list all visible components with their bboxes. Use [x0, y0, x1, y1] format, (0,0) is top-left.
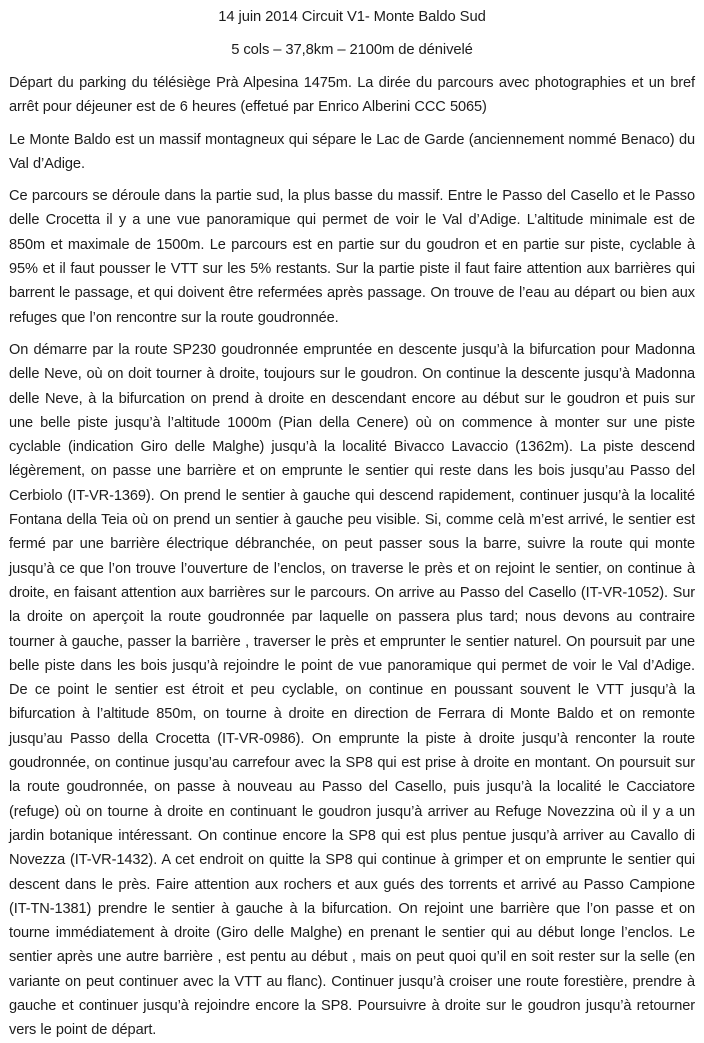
paragraph-depart: Départ du parking du télésiège Prà Alpesina 1475m. La dirée du parcours avec photographies et un bref arrêt pour déjeuner est de 6 heures (effetué par Enrico Alberini CCC 5065)	[9, 75, 695, 116]
document-title: 14 juin 2014 Circuit V1- Monte Baldo Sud	[218, 9, 486, 25]
paragraph-itineraire: On démarre par la route SP230 goudronnée empruntée en descente jusqu’à la bifurcation pour Madonna delle Neve, où on doit tourner à droite, toujours sur le goudron. On continue la descente jusqu’à Madonna delle Neve, à la bifurcation on prend à droite en descendant encore au début sur le goudron et puis sur une belle piste jusqu’à l’altitude 1000m (Pian della Cenere) où on commence à monter sur une piste cyclable (indication Giro delle Malghe) jusqu’à la localité Bivacco Lavaccio (1362m). La piste descend légèrement, on passe une barrière et on emprunte le sentier qui reste dans les bois jusqu’au Passo del Cerbiolo (IT-VR-1369). On prend le sentier à gauche qui descend rapidement, continuer jusqu’à la localité Fontana della Teia où on prend un sentier à gauche peu visible. Si, comme celà m’est arrivé, le sentier est fermé par une barrière électrique débranchée, on peut passer sous la barre, suivre la route qui monte jusqu’à ce que l’on trouve l’ouverture de l’enclos, on traverse le près et on rejoint le sentier, on continue à droite, en faisant attention aux barrières sur le parcours. On arrive au Passo del Casello (IT-VR-1052). Sur la droite on aperçoit la route goudronnée par laquelle on passera plus tard; nous devons au contraire tourner à gauche, passer la barrière , traverser le près et emprunter le sentier naturel. On poursuit par une belle piste dans les bois jusqu’à rejoindre le point de vue panoramique qui permet de voir le Val d’Adige. De ce point le sentier est étroit et peu cyclable, on continue en poussant souvent le VTT jusqu’à la bifurcation à l’altitude 850m, on tourne à droite en direction de Ferrara di Monte Baldo et on remonte jusqu’au Passo della Crocetta (IT-VR-0986). On emprunte la piste à droite jusqu’à renconter la route goudronnée, on continue jusqu’au carrefour avec la SP8 qui est prise à droite en montant. On poursuit sur la route goudronnée, on passe à nouveau au Passo del Casello, puis jusqu’à la localité le Cacciatore (refuge) où on tourne à droite en continuant le goudron jusqu’à arriver au Refuge Novezzina où il y a un jardin botanique intéressant. On continue encore la SP8 qui est plus pentue jusqu’à arriver au Cavallo di Novezza (IT-VR-1432). A cet endroit on quitte la SP8 qui continue à grimper et on emprunte le sentier qui descent dans le près. Faire attention aux rochers et aux gués des torrents et arrivé au Passo Campione (IT-TN-1381) prendre le sentier à gauche à la bifurcation. On rejoint une barrière que l’on passe et on tourne immédiatement à droite (Giro delle Malghe) en prenant le sentier qui au début longe l’enclos. Le sentier après une autre barrière , est pentu au début , mais on peut quoi qu’il en soit rester sur la selle (en variante on peut continuer avec la VTT au flanc). Continuer jusqu’à croiser une route forestière, prendre à gauche et continuer jusqu’à rejoindre encore la SP8. Poursuivre à droite sur le goudron jusqu’à retourner vers le point de départ.	[9, 341, 695, 1039]
paragraph-description-parcours: Ce parcours se déroule dans la partie sud, la plus basse du massif. Entre le Passo del Casello et le Passo delle Crocetta il y a une vue panoramique qui permet de voir le Val d’Adige. L’altitude minimale est de 850m et maximale de 1500m. Le parcours est en partie sur du goudron et en partie sur piste, cyclable à 95% et il faut pousser le VTT sur les 5% restants. Sur la partie piste il faut faire attention aux barrières qui barrent le passage, et qui doivent être refermées après passage. On trouve de l’eau au départ ou bien aux refuges que l’on rencontre sur la route goudronnée.	[9, 188, 695, 326]
paragraph-monte-baldo: Le Monte Baldo est un massif montagneux qui sépare le Lac de Garde (anciennement nommé Benaco) du Val d’Adige.	[9, 131, 695, 172]
document-subtitle: 5 cols – 37,8km – 2100m de dénivelé	[231, 42, 473, 58]
